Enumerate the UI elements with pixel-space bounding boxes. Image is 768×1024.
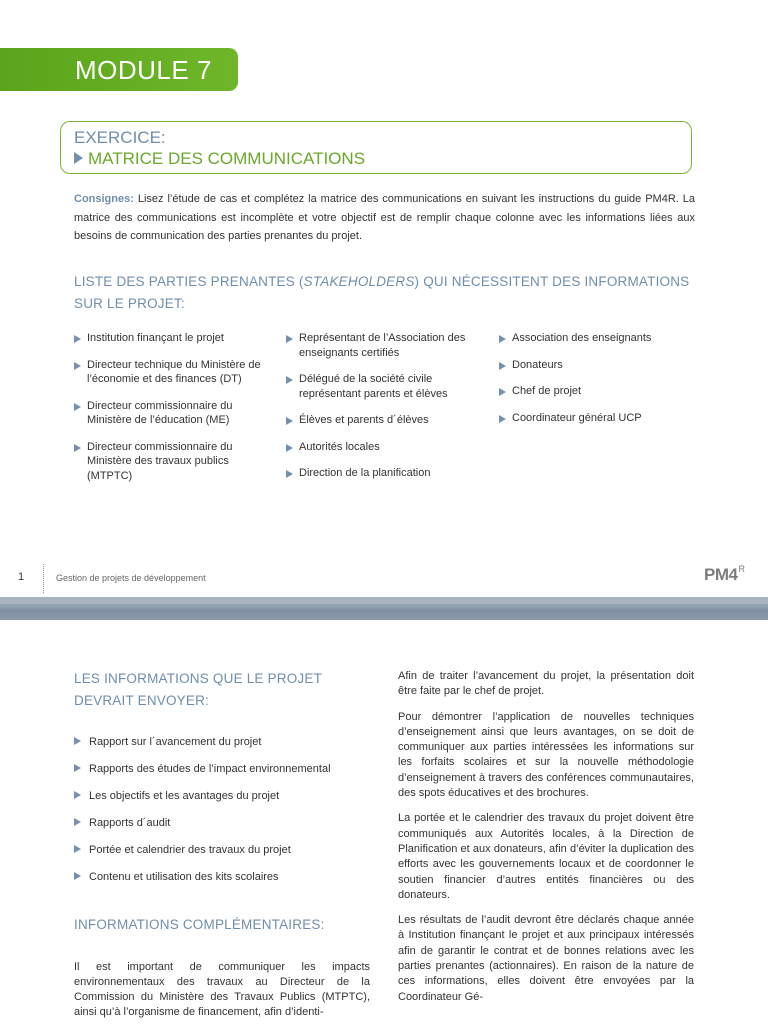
paragraph: Pour démontrer l’application de nouvelles techniques d’enseignement ainsi que leurs avantages, on se doit de communiquer aux parties intéressées les informations sur les forfaits scolaires et sur la nouvelle méthodologie d’enseignement à travers des conférences communautaires, des spots éducatives et des brochures. <box>398 710 694 800</box>
complementary-paragraph: Il est important de communiquer les impacts environnementaux des travaux au Directeur de la Commission du Ministère des Travaux Publics (MTPTC), ainsi qu’à l’organisme de financement, afin d’identi- <box>74 961 370 1018</box>
list-item-text: Représentant de l’Association des enseignants certifiés <box>299 332 466 359</box>
bullet-triangle-icon <box>74 737 81 745</box>
module-label: MODULE 7 <box>75 55 212 85</box>
bullet-triangle-icon <box>499 388 506 396</box>
bullet-triangle-icon <box>286 335 293 343</box>
list-item-text: Association des enseignants <box>512 332 652 344</box>
list-item <box>74 358 264 387</box>
list-item <box>286 372 486 401</box>
list-item-text: Autorités locales <box>299 440 380 453</box>
list-item <box>74 762 374 776</box>
exercise-title <box>74 149 365 169</box>
list-item-text: Rapports d´audit <box>89 817 171 829</box>
exercise-box <box>60 121 692 174</box>
list-item <box>74 843 374 857</box>
list-item <box>74 870 374 884</box>
exercise-label: EXERCICE: <box>74 128 166 147</box>
bullet-triangle-icon <box>286 417 293 425</box>
list-item-text: Institution finançant le projet <box>87 332 224 344</box>
bullet-triangle-icon <box>74 362 81 370</box>
list-item <box>74 735 374 749</box>
page-number: 1 <box>18 571 25 583</box>
footer-divider <box>43 564 44 593</box>
list-item-text: Coordinateur général UCP <box>512 411 642 424</box>
list-item <box>499 411 699 426</box>
bullet-triangle-icon <box>499 335 506 343</box>
instructions-lead: Consignes: <box>74 193 134 205</box>
list-item-text: Directeur commissionnaire du Ministère des travaux publics (MTPTC) <box>87 440 233 482</box>
complementary-heading: INFORMATIONS COMPLÉMENTAIRES: <box>74 917 325 932</box>
list-item <box>286 466 486 481</box>
info-to-send-heading: LES INFORMATIONS QUE LE PROJET DEVRAIT ENVOYER: <box>74 671 322 708</box>
list-item-text: Directeur technique du Ministère de l’économie et des finances (DT) <box>87 358 261 385</box>
exercise-title-text: MATRICE DES COMMUNICATIONS <box>88 149 366 168</box>
page-break-band <box>0 597 768 620</box>
instructions-paragraph <box>74 190 695 246</box>
stakeholders-heading-after: ) QUI NÉCESSITENT DES INFORMATIONS SUR LE PROJET: <box>74 274 690 311</box>
list-item <box>74 816 374 830</box>
list-item-text: Rapports des études de l’impact environnemental <box>89 763 331 775</box>
bullet-triangle-icon <box>74 791 81 799</box>
list-item-text: Portée et calendrier des travaux du projet <box>89 844 291 856</box>
stakeholders-heading <box>74 271 694 314</box>
module-tab <box>0 48 238 91</box>
paragraph: Afin de traiter l’avancement du projet, la présentation doit être faite par le chef de projet. <box>398 670 694 698</box>
list-item-text: Rapport sur l´avancement du projet <box>89 736 262 748</box>
paragraph: Les résultats de l’audit devront être déclarés chaque année à Institution finançant le projet et aux principaux intéressés afin de garantir le contrat et de bonnes relations avec les parties prenantes (actionnaires). En raison de la nature de ces informations, elles doivent être envoyées par la Coordinateur Gé- <box>398 914 694 1003</box>
stakeholders-column-3 <box>499 331 699 437</box>
right-column-text <box>398 669 694 1015</box>
logo-text: PM4 <box>704 565 738 584</box>
list-item <box>286 413 486 428</box>
list-item-text: Contenu et utilisation des kits scolaires <box>89 871 279 883</box>
list-item <box>74 440 264 484</box>
list-item <box>499 331 699 346</box>
bullet-triangle-icon <box>286 444 293 452</box>
list-item <box>74 789 374 803</box>
list-item-text: Chef de projet <box>512 385 582 397</box>
stakeholders-heading-italic: STAKEHOLDERS <box>303 274 415 289</box>
list-item <box>499 384 699 399</box>
list-item <box>286 440 486 455</box>
bullet-triangle-icon <box>74 818 81 826</box>
list-item <box>499 358 699 373</box>
bullet-triangle-icon <box>74 872 81 880</box>
list-item-text: Délégué de la société civile représentant parents et élèves <box>299 373 448 400</box>
bullet-triangle-icon <box>74 335 81 343</box>
list-item <box>286 331 486 360</box>
bullet-triangle-icon <box>74 764 81 772</box>
bullet-triangle-icon <box>499 415 506 423</box>
bullet-triangle-icon <box>286 376 293 384</box>
list-item <box>74 399 264 428</box>
bullet-triangle-icon <box>499 362 506 370</box>
bullet-triangle-icon <box>286 470 293 478</box>
logo-sup: R <box>738 564 745 574</box>
stakeholders-column-1 <box>74 331 264 495</box>
paragraph: La portée et le calendrier des travaux du projet doivent être communiqués aux Autorités locales, à la Direction de Planification et aux donateurs, afin d’éviter la duplication des efforts avec les gouvernements locaux et de coordonner le soutien financier d’autres entités financières ou des donateurs. <box>398 812 694 901</box>
list-item-text: Donateurs <box>512 358 563 371</box>
info-to-send-list <box>74 735 374 897</box>
stakeholders-column-2 <box>286 331 486 493</box>
triangle-right-icon <box>74 152 83 164</box>
list-item-text: Direction de la planification <box>299 467 431 479</box>
list-item-text: Directeur commissionnaire du Ministère de l’éducation (ME) <box>87 399 233 426</box>
bullet-triangle-icon <box>74 444 81 452</box>
list-item <box>74 331 264 346</box>
pm4r-logo <box>704 564 744 585</box>
footer-text: Gestion de projets de développement <box>56 573 206 583</box>
list-item-text: Élèves et parents d´élèves <box>299 414 429 426</box>
instructions-text: Lisez l’étude de cas et complétez la matrice des communications en suivant les instructions du guide PM4R. La matrice des communications est incomplète et votre objectif est de remplir chaque colonne avec les informations liées aux besoins de communication des parties prenantes du projet. <box>74 193 695 242</box>
bullet-triangle-icon <box>74 845 81 853</box>
bullet-triangle-icon <box>74 403 81 411</box>
stakeholders-heading-before: LISTE DES PARTIES PRENANTES ( <box>74 274 304 289</box>
list-item-text: Les objectifs et les avantages du projet <box>89 790 280 802</box>
